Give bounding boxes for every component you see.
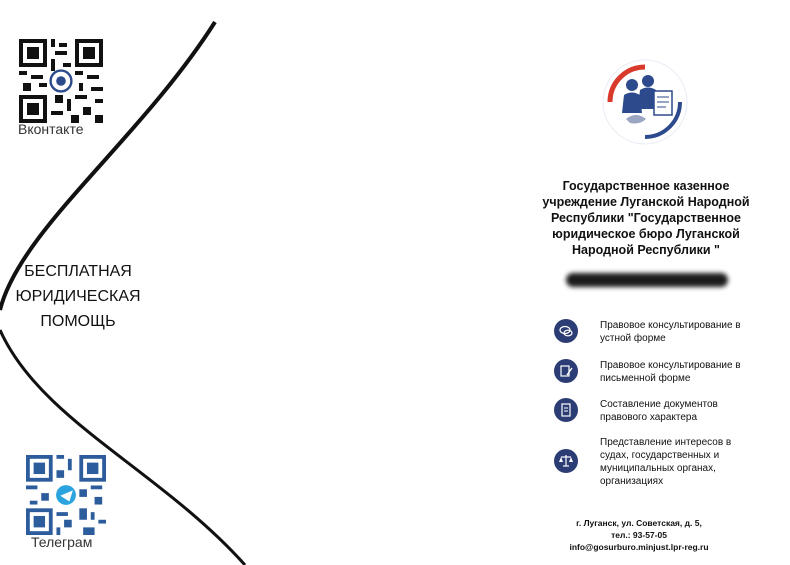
service-text: муниципальных органах, — [600, 463, 716, 474]
service-text: организациях — [600, 476, 664, 487]
document-icon — [554, 398, 578, 422]
document-writing-icon — [554, 359, 578, 383]
service-text: Правовое консультирование в — [600, 360, 741, 371]
contact-info — [552, 517, 726, 553]
service-text: Представление интересов в — [600, 437, 732, 448]
email-link[interactable]: info@gosurburo.minjust.lpr-reg.ru — [569, 542, 709, 552]
address: г. Луганск, ул. Советская, д. 5, — [576, 518, 702, 528]
organization-name-line: учреждение Луганской Народной — [542, 195, 750, 209]
redacted-text — [566, 273, 728, 287]
chat-icon — [554, 319, 578, 343]
organization-name — [533, 178, 759, 258]
service-text: судах, государственных и — [600, 450, 720, 461]
headline-line: ЮРИДИЧЕСКАЯ — [15, 288, 141, 305]
service-text: правового характера — [600, 412, 698, 423]
organization-name-line: юридическое бюро Луганской — [552, 227, 740, 241]
organization-name-line: Республики "Государственное — [551, 211, 741, 225]
service-text: письменной форме — [600, 373, 691, 384]
organization-name-line: Народной Республики " — [571, 243, 720, 257]
headline-line: БЕСПЛАТНАЯ — [24, 263, 132, 280]
service-text: устной форме — [600, 333, 666, 344]
service-text: Составление документов — [600, 399, 718, 410]
qr-code-telegram[interactable] — [26, 455, 106, 535]
service-text: Правовое консультирование в — [600, 320, 741, 331]
headline-line: ПОМОЩЬ — [40, 313, 116, 330]
scales-icon — [554, 449, 578, 473]
organization-name-line: Государственное казенное — [562, 179, 730, 193]
organization-logo — [600, 57, 690, 147]
phone: тел.: 93-57-05 — [611, 530, 667, 540]
qr-caption-vk: Вконтакте — [18, 121, 84, 137]
qr-code-vk[interactable] — [19, 39, 103, 123]
qr-caption-telegram: Телеграм — [31, 534, 93, 550]
headline — [4, 259, 152, 334]
